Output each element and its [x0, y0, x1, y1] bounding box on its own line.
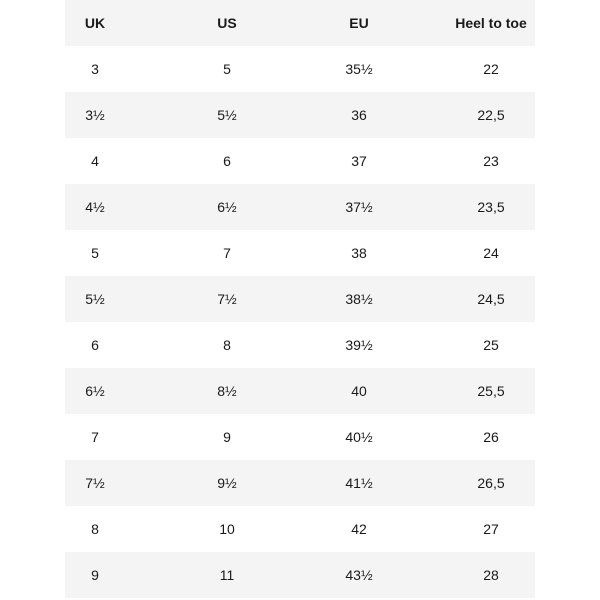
table-row	[65, 276, 535, 322]
table-row	[65, 322, 535, 368]
cell-uk: 6	[91, 337, 99, 353]
cell-heel-to-toe: 23,5	[477, 199, 505, 215]
cell-uk: 5	[91, 245, 99, 261]
table-row	[65, 506, 535, 552]
cell-eu: 42	[351, 521, 367, 537]
cell-heel-to-toe: 23	[483, 153, 499, 169]
cell-heel-to-toe: 25,5	[477, 383, 505, 399]
cell-us: 8	[223, 337, 231, 353]
cell-heel-to-toe: 28	[483, 567, 499, 583]
cell-heel-to-toe: 26,5	[477, 475, 505, 491]
cell-us: 8½	[217, 383, 237, 399]
table-row	[65, 414, 535, 460]
cell-uk: 7½	[85, 475, 105, 491]
cell-us: 6	[223, 153, 231, 169]
table-row	[65, 230, 535, 276]
cell-eu: 38½	[345, 291, 373, 307]
cell-uk: 8	[91, 521, 99, 537]
cell-heel-to-toe: 22,5	[477, 107, 505, 123]
cell-heel-to-toe: 26	[483, 429, 499, 445]
cell-us: 6½	[217, 199, 237, 215]
cell-us: 11	[219, 567, 235, 583]
cell-eu: 37½	[345, 199, 373, 215]
cell-eu: 40	[351, 383, 367, 399]
cell-us: 5½	[217, 107, 237, 123]
header-heel-to-toe: Heel to toe	[455, 15, 527, 31]
header-us: US	[217, 15, 237, 31]
table-row	[65, 460, 535, 506]
table-row	[65, 138, 535, 184]
cell-heel-to-toe: 24	[483, 245, 499, 261]
header-eu: EU	[349, 15, 369, 31]
cell-us: 9½	[217, 475, 237, 491]
cell-eu: 35½	[345, 61, 373, 77]
cell-eu: 38	[351, 245, 367, 261]
cell-eu: 41½	[345, 475, 373, 491]
cell-us: 10	[219, 521, 235, 537]
table-row	[65, 184, 535, 230]
cell-eu: 36	[351, 107, 367, 123]
cell-uk: 9	[91, 567, 99, 583]
cell-heel-to-toe: 27	[483, 521, 499, 537]
table-row	[65, 368, 535, 414]
cell-eu: 43½	[345, 567, 373, 583]
cell-heel-to-toe: 25	[483, 337, 499, 353]
cell-heel-to-toe: 22	[483, 61, 499, 77]
cell-uk: 5½	[85, 291, 105, 307]
cell-uk: 4½	[85, 199, 105, 215]
size-chart-table	[65, 0, 535, 598]
cell-heel-to-toe: 24,5	[477, 291, 505, 307]
cell-us: 5	[223, 61, 231, 77]
table-row	[65, 92, 535, 138]
cell-uk: 4	[91, 153, 99, 169]
cell-eu: 40½	[345, 429, 373, 445]
cell-eu: 39½	[345, 337, 373, 353]
cell-uk: 7	[91, 429, 99, 445]
table-row	[65, 46, 535, 92]
cell-uk: 3	[91, 61, 99, 77]
table-row	[65, 552, 535, 598]
table-body	[65, 46, 535, 598]
cell-eu: 37	[351, 153, 367, 169]
cell-us: 7	[223, 245, 231, 261]
cell-uk: 3½	[85, 107, 105, 123]
cell-us: 9	[223, 429, 231, 445]
header-uk: UK	[84, 15, 106, 31]
cell-uk: 6½	[85, 383, 105, 399]
table-header-row	[65, 0, 535, 46]
cell-us: 7½	[217, 291, 237, 307]
